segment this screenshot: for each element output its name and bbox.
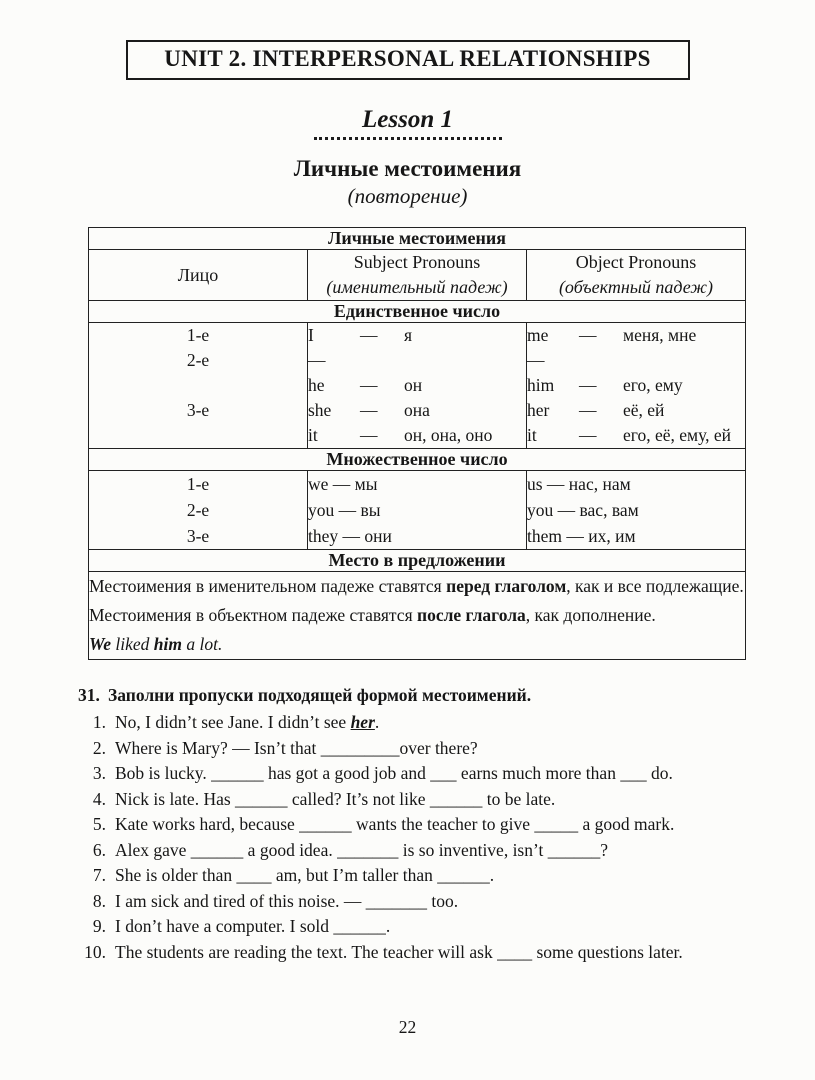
item-number: 6. bbox=[92, 839, 106, 860]
object-header-line2: (объектный падеж) bbox=[558, 277, 714, 297]
place-header-row bbox=[89, 550, 746, 572]
dash: — bbox=[360, 325, 378, 345]
exercise-item bbox=[78, 889, 756, 915]
singular-subject-cell bbox=[308, 323, 527, 449]
plural-object-cell bbox=[527, 471, 746, 550]
pronoun-entry bbox=[308, 398, 526, 423]
pronoun-en: him bbox=[527, 375, 555, 395]
example-text: liked bbox=[111, 634, 154, 654]
pronoun-ru: я bbox=[404, 325, 413, 345]
person-column-header: Лицо bbox=[89, 250, 308, 301]
item-text bbox=[115, 710, 756, 736]
person-label: 2-е bbox=[186, 350, 210, 370]
subject-column-header bbox=[308, 250, 527, 301]
pronoun-ru: его, её, ему, ей bbox=[623, 425, 732, 445]
pronoun-entry: you — вы bbox=[308, 500, 381, 520]
exercise-heading bbox=[78, 682, 756, 708]
note-bold: после глагола bbox=[417, 605, 526, 625]
singular-person-cell bbox=[89, 323, 308, 449]
dash: — bbox=[360, 425, 378, 445]
plural-subject-cell bbox=[308, 471, 527, 550]
pronoun-ru: он, она, оно bbox=[404, 425, 493, 445]
pronoun-entry bbox=[527, 373, 745, 398]
dash bbox=[360, 348, 404, 373]
pronoun-ru: его, ему bbox=[623, 375, 683, 395]
item-number: 8. bbox=[92, 890, 106, 911]
plural-header: Множественное число bbox=[89, 449, 746, 471]
object-column-header bbox=[527, 250, 746, 301]
item-number: 7. bbox=[92, 865, 106, 885]
pronoun-entry: them — их, им bbox=[527, 526, 636, 546]
pronoun-ru: её, ей bbox=[623, 400, 665, 420]
note-text: , как дополнение. bbox=[525, 605, 656, 625]
note-text: Местоимения в объектном падеже ставятся bbox=[89, 605, 417, 625]
unit-title-box bbox=[126, 40, 690, 80]
dash: — bbox=[579, 400, 597, 420]
dotted-divider bbox=[314, 137, 502, 140]
pronoun-entry: we — мы bbox=[308, 474, 378, 494]
pronoun-entry bbox=[527, 348, 745, 373]
pronoun-entry bbox=[308, 323, 526, 348]
note-cell bbox=[89, 572, 746, 660]
note-text: Местоимения в именительном падеже ставятся bbox=[89, 576, 447, 596]
subject-header-line2: (именительный падеж) bbox=[326, 277, 508, 297]
item-number: 5. bbox=[92, 814, 106, 834]
pronoun-en: me bbox=[527, 325, 549, 345]
item-number: 2. bbox=[92, 737, 106, 758]
example-him: him bbox=[153, 634, 183, 654]
note-line-1 bbox=[89, 572, 745, 601]
item-text: Where is Mary? — Isn’t that _________over there? bbox=[115, 737, 478, 758]
lesson-heading: Lesson 1 bbox=[362, 106, 453, 133]
exercise-item bbox=[78, 761, 756, 787]
person-label: 2-е bbox=[186, 500, 210, 520]
item-text: Alex gave ______ a good idea. _______ is so inventive, isn’t ______? bbox=[115, 839, 609, 860]
dash bbox=[579, 348, 623, 373]
example-sentence bbox=[89, 630, 745, 659]
column-header-row bbox=[89, 250, 746, 301]
exercise-item bbox=[78, 914, 756, 940]
plural-data-row bbox=[89, 471, 746, 550]
pronoun-entry bbox=[527, 423, 745, 448]
pronoun-ru: меня, мне bbox=[623, 325, 697, 345]
pronoun-en: her bbox=[527, 400, 550, 420]
item-text: She is older than ____ am, but I’m taller than ______. bbox=[115, 865, 495, 885]
pronoun-entry: us — нас, нам bbox=[527, 474, 631, 494]
dash: — bbox=[360, 375, 378, 395]
item-number: 4. bbox=[92, 788, 106, 809]
exercise-item bbox=[78, 710, 756, 736]
topic-title: Личные местоимения bbox=[293, 156, 522, 181]
dash: — bbox=[360, 400, 378, 420]
person-label bbox=[89, 423, 307, 448]
exercise-item bbox=[78, 812, 756, 838]
item-text-pre: No, I didn’t see Jane. I didn’t see bbox=[115, 712, 351, 732]
singular-object-cell bbox=[527, 323, 746, 449]
pronoun-table bbox=[88, 227, 746, 660]
person-label: 1-е bbox=[186, 325, 210, 345]
topic-subtitle: (повторение) bbox=[347, 184, 468, 208]
exercise-item bbox=[78, 787, 756, 813]
item-text: I don’t have a computer. I sold ______. bbox=[115, 916, 391, 936]
item-text: Bob is lucky. ______ has got a good job and ___ earns much more than ___ do. bbox=[115, 763, 673, 783]
pronoun-entry bbox=[308, 348, 526, 373]
item-number: 9. bbox=[92, 916, 106, 936]
singular-data-row bbox=[89, 323, 746, 449]
table-title: Личные местоимения bbox=[89, 228, 746, 250]
pronoun-entry bbox=[527, 323, 745, 348]
item-text: The students are reading the text. The teacher will ask ____ some questions later. bbox=[115, 941, 683, 962]
table-title-row bbox=[89, 228, 746, 250]
pronoun-en: it bbox=[308, 425, 318, 445]
exercise-number: 31. bbox=[78, 685, 100, 705]
item-number: 10. bbox=[84, 941, 106, 962]
singular-header: Единственное число bbox=[89, 301, 746, 323]
pronoun-entry bbox=[308, 423, 526, 448]
pronoun-entry: they — они bbox=[308, 526, 392, 546]
plural-person-cell bbox=[89, 471, 308, 550]
object-header-line1: Object Pronouns bbox=[575, 252, 697, 272]
pronoun-en: she bbox=[308, 400, 332, 420]
note-text: , как и все подлежащие. bbox=[566, 576, 744, 596]
item-number: 3. bbox=[92, 763, 106, 783]
pronoun-entry: you — вас, вам bbox=[527, 500, 639, 520]
note-row bbox=[89, 572, 746, 660]
pronoun-ru: он bbox=[404, 375, 423, 395]
person-label: 1-е bbox=[186, 474, 210, 494]
dash: — bbox=[579, 425, 597, 445]
exercise-item bbox=[78, 736, 756, 762]
exercise-item bbox=[78, 940, 756, 966]
exercise-title: Заполни пропуски подходящей формой местоимений. bbox=[108, 685, 532, 705]
item-text: Kate works hard, because ______ wants the teacher to give _____ a good mark. bbox=[115, 814, 675, 834]
dash: — bbox=[579, 325, 597, 345]
exercise-item bbox=[78, 838, 756, 864]
person-label: 3-е bbox=[186, 400, 210, 420]
exercise-31 bbox=[78, 682, 756, 965]
answer-her: her bbox=[350, 712, 375, 732]
unit-title: UNIT 2. INTERPERSONAL RELATIONSHIPS bbox=[164, 46, 651, 71]
item-text: I am sick and tired of this noise. — _______ too. bbox=[115, 890, 459, 911]
exercise-item bbox=[78, 863, 756, 889]
pronoun-entry bbox=[308, 373, 526, 398]
example-text: a lot. bbox=[182, 634, 223, 654]
pronoun-en: — bbox=[527, 350, 545, 370]
pronoun-en: — bbox=[308, 350, 326, 370]
person-label: 3-е bbox=[186, 526, 210, 546]
person-label bbox=[89, 373, 307, 398]
pronoun-entry bbox=[527, 398, 745, 423]
singular-header-row bbox=[89, 301, 746, 323]
pronoun-ru: она bbox=[404, 400, 430, 420]
example-we: We bbox=[89, 634, 112, 654]
item-text: Nick is late. Has ______ called? It’s not like ______ to be late. bbox=[115, 788, 556, 809]
place-header: Место в предложении bbox=[89, 550, 746, 572]
page-number: 22 bbox=[398, 1017, 417, 1037]
plural-header-row bbox=[89, 449, 746, 471]
item-number: 1. bbox=[92, 712, 106, 732]
note-line-2 bbox=[89, 601, 745, 630]
subject-header-line1: Subject Pronouns bbox=[353, 252, 481, 272]
pronoun-en: I bbox=[308, 325, 314, 345]
note-bold: перед глаголом bbox=[446, 576, 567, 596]
pronoun-en: he bbox=[308, 375, 325, 395]
item-text-post: . bbox=[374, 712, 380, 732]
pronoun-en: it bbox=[527, 425, 537, 445]
dash: — bbox=[579, 375, 597, 395]
